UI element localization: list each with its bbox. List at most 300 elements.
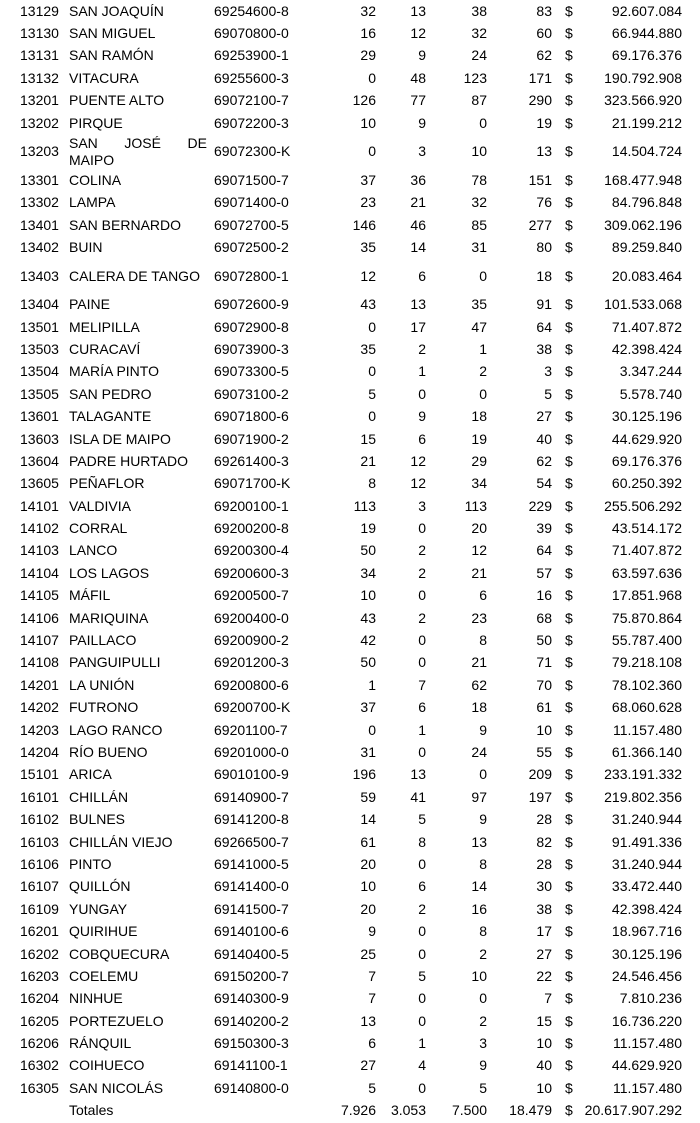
commune-name: QUIRIHUE (69, 923, 138, 940)
commune-rut: 69200300-4 (214, 542, 289, 559)
commune-rut: 69141200-8 (214, 811, 289, 828)
count-col-3: 0 (479, 267, 487, 284)
commune-code: 14106 (20, 609, 59, 626)
commune-rut: 69073900-3 (214, 340, 289, 357)
count-col-1: 12 (360, 267, 376, 284)
currency-symbol: $ (565, 945, 573, 962)
commune-name: MELIPILLA (69, 318, 140, 335)
table-row (0, 236, 700, 258)
count-col-3: 0 (479, 766, 487, 783)
table-row (0, 1010, 700, 1032)
commune-name: FUTRONO (69, 699, 139, 716)
count-col-1: 50 (360, 654, 376, 671)
totals-col-1: 7.926 (340, 1102, 376, 1119)
commune-name: MARÍA PINTO (69, 363, 159, 380)
commune-code: 13129 (20, 2, 59, 19)
commune-name: PADRE HURTADO (69, 452, 189, 469)
count-col-1: 0 (368, 721, 376, 738)
amount: 168.477.948 (604, 171, 682, 188)
currency-symbol: $ (565, 676, 573, 693)
commune-code: 13132 (20, 69, 59, 86)
amount: 233.191.332 (604, 766, 682, 783)
amount: 309.062.196 (604, 216, 682, 233)
count-col-2: 13 (410, 2, 426, 19)
amount: 31.240.944 (611, 855, 682, 872)
count-col-4: 277 (528, 216, 552, 233)
commune-rut: 69072100-7 (214, 92, 289, 109)
commune-code: 16205 (20, 1012, 59, 1029)
count-col-3: 34 (471, 475, 487, 492)
currency-symbol: $ (565, 239, 573, 255)
table-row (0, 1055, 700, 1077)
commune-name: ISLA DE MAIPO (69, 430, 171, 447)
count-col-2: 41 (410, 788, 426, 805)
currency-symbol: $ (565, 1079, 573, 1096)
commune-rut: 69200200-8 (214, 520, 289, 537)
commune-name: SAN MIGUEL (69, 25, 156, 42)
count-col-2: 0 (418, 654, 426, 671)
commune-name: PIRQUE (69, 114, 123, 131)
amount: 92.607.084 (611, 2, 682, 19)
commune-name: BUIN (69, 239, 103, 255)
count-col-2: 0 (418, 632, 426, 649)
commune-name: COBQUECURA (69, 945, 170, 962)
table-row (0, 764, 700, 786)
count-col-3: 0 (479, 990, 487, 1007)
count-col-2: 5 (418, 967, 426, 984)
commune-code: 13131 (20, 47, 59, 64)
commune-code: 13202 (20, 114, 59, 131)
count-col-4: 18 (536, 267, 552, 284)
currency-symbol: $ (565, 25, 573, 42)
count-col-2: 0 (418, 385, 426, 402)
count-col-2: 7 (418, 676, 426, 693)
commune-code: 13203 (20, 143, 59, 160)
amount: 42.398.424 (611, 900, 682, 917)
currency-symbol: $ (565, 114, 573, 131)
currency-symbol: $ (565, 900, 573, 917)
count-col-1: 196 (352, 766, 376, 783)
commune-code: 13301 (20, 171, 59, 188)
count-col-1: 35 (360, 239, 376, 255)
count-col-1: 1 (368, 676, 376, 693)
table-row (0, 697, 700, 719)
count-col-1: 126 (352, 92, 376, 109)
commune-code: 13501 (20, 318, 59, 335)
commune-rut: 69140200-2 (214, 1012, 289, 1029)
commune-name: CHILLÁN (69, 788, 129, 805)
commune-rut: 69071400-0 (214, 194, 289, 211)
commune-name: SAN PEDRO (69, 385, 152, 402)
table-row (0, 338, 700, 360)
count-col-2: 1 (418, 721, 426, 738)
currency-symbol: $ (565, 69, 573, 86)
commune-name: MÁFIL (69, 587, 111, 604)
commune-code: 13505 (20, 385, 59, 402)
amount: 31.240.944 (611, 811, 682, 828)
amount: 18.967.716 (611, 923, 682, 940)
count-col-1: 61 (360, 833, 376, 850)
commune-code: 13130 (20, 25, 59, 42)
table-row (0, 988, 700, 1010)
commune-rut: 69072500-2 (214, 239, 289, 255)
table-row (0, 428, 700, 450)
count-col-1: 20 (360, 900, 376, 917)
commune-rut: 69010100-9 (214, 766, 289, 783)
commune-code: 16201 (20, 923, 59, 940)
commune-code: 16103 (20, 833, 59, 850)
currency-symbol: $ (565, 878, 573, 895)
count-col-4: 55 (536, 744, 552, 760)
commune-name: YUNGAY (69, 900, 128, 917)
commune-rut: 69071900-2 (214, 430, 289, 447)
count-col-4: 70 (536, 676, 552, 693)
amount: 5.578.740 (619, 385, 682, 402)
count-col-1: 42 (360, 632, 376, 649)
table-row (0, 473, 700, 495)
count-col-3: 47 (471, 318, 487, 335)
commune-rut: 69200800-6 (214, 676, 289, 693)
count-col-2: 0 (418, 744, 426, 760)
count-col-2: 21 (410, 194, 426, 211)
count-col-2: 6 (418, 699, 426, 716)
count-col-2: 3 (418, 143, 426, 160)
table-row (0, 808, 700, 830)
commune-name: QUILLÓN (69, 878, 131, 895)
currency-symbol: $ (565, 2, 573, 19)
commune-name: MARIQUINA (69, 609, 149, 626)
currency-symbol: $ (565, 497, 573, 514)
amount: 21.199.212 (611, 114, 682, 131)
count-col-1: 0 (368, 363, 376, 380)
commune-name: VITACURA (69, 69, 139, 86)
commune-name: SAN NICOLÁS (69, 1079, 164, 1096)
commune-code: 13604 (20, 452, 59, 469)
table-row (0, 562, 700, 584)
commune-name: RÁNQUIL (69, 1035, 132, 1052)
count-col-3: 24 (471, 47, 487, 64)
commune-rut: 69200600-3 (214, 564, 289, 581)
currency-symbol: $ (565, 833, 573, 850)
currency-symbol: $ (565, 171, 573, 188)
commune-code: 16109 (20, 900, 59, 917)
table-row (0, 741, 700, 763)
totals-col-3: 7.500 (451, 1102, 487, 1119)
amount: 33.472.440 (611, 878, 682, 895)
table-row (0, 0, 700, 22)
count-col-1: 37 (360, 699, 376, 716)
commune-rut: 69200400-0 (214, 609, 289, 626)
table-row (0, 67, 700, 89)
count-col-3: 32 (471, 25, 487, 42)
count-col-4: 151 (528, 171, 552, 188)
count-col-3: 8 (479, 855, 487, 872)
table-row (0, 585, 700, 607)
count-col-2: 0 (418, 520, 426, 537)
commune-name: PEÑAFLOR (69, 475, 145, 492)
amount: 69.176.376 (611, 452, 682, 469)
commune-rut: 69072200-3 (214, 114, 289, 131)
commune-name: SAN BERNARDO (69, 216, 182, 233)
count-col-4: 13 (536, 143, 552, 160)
count-col-1: 15 (360, 430, 376, 447)
count-col-1: 50 (360, 542, 376, 559)
commune-name: LAGO RANCO (69, 721, 163, 738)
count-col-1: 10 (360, 878, 376, 895)
count-col-1: 34 (360, 564, 376, 581)
currency-symbol: $ (565, 216, 573, 233)
count-col-4: 171 (528, 69, 552, 86)
amount: 3.347.244 (619, 363, 682, 380)
count-col-3: 21 (471, 654, 487, 671)
count-col-2: 9 (418, 114, 426, 131)
commune-rut: 69140400-5 (214, 945, 289, 962)
count-col-2: 0 (418, 587, 426, 604)
amount: 84.796.848 (611, 194, 682, 211)
count-col-4: 209 (528, 766, 552, 783)
table-row (0, 90, 700, 112)
currency-symbol: $ (565, 1057, 573, 1074)
count-col-4: 28 (536, 811, 552, 828)
count-col-4: 22 (536, 967, 552, 984)
commune-rut: 69201100-7 (214, 721, 288, 738)
totals-col-4: 18.479 (509, 1102, 552, 1119)
count-col-4: 61 (536, 699, 552, 716)
count-col-4: 40 (536, 1057, 552, 1074)
count-col-3: 113 (464, 497, 487, 514)
amount: 79.218.108 (611, 654, 682, 671)
count-col-4: 80 (536, 239, 552, 255)
count-col-3: 9 (479, 1057, 487, 1074)
count-col-3: 8 (479, 632, 487, 649)
count-col-4: 60 (536, 25, 552, 42)
count-col-3: 10 (471, 143, 487, 160)
currency-symbol: $ (565, 721, 573, 738)
table-row (0, 517, 700, 539)
count-col-1: 7 (368, 990, 376, 1007)
commune-rut: 69261400-3 (214, 452, 289, 469)
count-col-1: 10 (360, 114, 376, 131)
count-col-2: 2 (418, 900, 426, 917)
count-col-4: 15 (536, 1012, 552, 1029)
count-col-4: 10 (536, 721, 552, 738)
count-col-3: 87 (471, 92, 487, 109)
count-col-2: 13 (410, 766, 426, 783)
currency-symbol: $ (565, 923, 573, 940)
count-col-2: 9 (418, 408, 426, 425)
table-row (0, 259, 700, 294)
commune-code: 15101 (20, 766, 59, 783)
table-row (0, 920, 700, 942)
commune-code: 13401 (20, 216, 59, 233)
commune-code: 16302 (20, 1057, 59, 1074)
commune-code: 14107 (20, 632, 59, 649)
currency-symbol: $ (565, 475, 573, 492)
commune-name: BULNES (69, 811, 126, 828)
commune-name: NINHUE (69, 990, 123, 1007)
commune-name: LOS LAGOS (69, 564, 150, 581)
amount: 24.546.456 (611, 967, 682, 984)
commune-rut: 69201000-0 (214, 744, 289, 760)
count-col-3: 0 (479, 114, 487, 131)
commune-rut: 69255600-3 (214, 69, 289, 86)
commune-code: 14108 (20, 654, 59, 671)
amount: 11.157.480 (612, 1035, 682, 1052)
count-col-2: 2 (418, 542, 426, 559)
amount: 11.157.480 (612, 721, 682, 738)
commune-rut: 69266500-7 (214, 833, 289, 850)
count-col-4: 40 (536, 430, 552, 447)
count-col-1: 25 (360, 945, 376, 962)
commune-name: LA UNIÓN (69, 676, 135, 693)
currency-symbol: $ (565, 452, 573, 469)
totals-currency-symbol: $ (565, 1102, 573, 1119)
commune-name: LANCO (69, 542, 118, 559)
amount: 71.407.872 (611, 542, 682, 559)
count-col-2: 3 (418, 497, 426, 514)
currency-symbol: $ (565, 363, 573, 380)
count-col-2: 36 (410, 171, 426, 188)
amount: 219.802.356 (604, 788, 682, 805)
commune-rut: 69200900-2 (214, 632, 289, 649)
amount: 63.597.636 (611, 564, 682, 581)
count-col-4: 68 (536, 609, 552, 626)
table-row (0, 540, 700, 562)
amount: 44.629.920 (611, 1057, 682, 1074)
count-col-1: 0 (368, 69, 376, 86)
count-col-4: 82 (536, 833, 552, 850)
table-row (0, 831, 700, 853)
commune-rut: 69140100-6 (214, 923, 289, 940)
commune-rut: 69150200-7 (214, 967, 289, 984)
amount: 30.125.196 (611, 408, 682, 425)
count-col-4: 38 (536, 900, 552, 917)
commune-rut: 69141500-7 (214, 900, 289, 917)
amount: 17.851.968 (611, 587, 682, 604)
count-col-1: 27 (360, 1057, 376, 1074)
count-col-4: 197 (528, 788, 552, 805)
amount: 89.259.840 (611, 239, 682, 255)
count-col-4: 27 (536, 945, 552, 962)
commune-code: 14202 (20, 699, 59, 716)
currency-symbol: $ (565, 340, 573, 357)
count-col-2: 17 (410, 318, 426, 335)
count-col-3: 13 (471, 833, 487, 850)
count-col-1: 31 (360, 744, 376, 760)
commune-code: 14101 (20, 497, 59, 514)
amount: 20.083.464 (611, 267, 682, 284)
commune-rut: 69071500-7 (214, 171, 289, 188)
amount: 68.060.628 (611, 699, 682, 716)
commune-rut: 69141400-0 (214, 878, 289, 895)
commune-code: 13403 (20, 267, 59, 284)
commune-code: 14104 (20, 564, 59, 581)
amount: 323.566.920 (604, 92, 682, 109)
amount: 66.944.880 (611, 25, 682, 42)
count-col-2: 0 (418, 923, 426, 940)
count-col-2: 0 (418, 1012, 426, 1029)
count-col-1: 43 (360, 609, 376, 626)
table-row (0, 192, 700, 214)
commune-name: ARICA (69, 766, 112, 783)
commune-code: 13504 (20, 363, 59, 380)
amount: 75.870.864 (611, 609, 682, 626)
count-col-4: 17 (536, 923, 552, 940)
table-row (0, 674, 700, 696)
count-col-3: 31 (471, 239, 487, 255)
count-col-2: 12 (410, 25, 426, 42)
count-col-4: 62 (536, 47, 552, 64)
count-col-2: 0 (418, 1079, 426, 1096)
commune-rut: 69071700-K (214, 475, 291, 492)
amount: 44.629.920 (611, 430, 682, 447)
amount: 42.398.424 (611, 340, 682, 357)
commune-code: 13404 (20, 296, 59, 313)
count-col-1: 29 (360, 47, 376, 64)
count-col-3: 32 (471, 194, 487, 211)
commune-code: 16101 (20, 788, 59, 805)
commune-code: 14204 (20, 744, 59, 760)
count-col-3: 21 (471, 564, 487, 581)
commune-rut: 69150300-3 (214, 1035, 289, 1052)
count-col-1: 19 (360, 520, 376, 537)
count-col-4: 10 (536, 1035, 552, 1052)
commune-code: 16107 (20, 878, 59, 895)
count-col-3: 0 (479, 385, 487, 402)
amount: 7.810.236 (619, 990, 682, 1007)
amount: 69.176.376 (611, 47, 682, 64)
count-col-4: 39 (536, 520, 552, 537)
table-row (0, 629, 700, 651)
commune-rut: 69254600-8 (214, 2, 289, 19)
currency-symbol: $ (565, 408, 573, 425)
count-col-3: 16 (471, 900, 487, 917)
count-col-3: 97 (471, 788, 487, 805)
commune-rut: 69071800-6 (214, 408, 289, 425)
currency-symbol: $ (565, 811, 573, 828)
count-col-3: 12 (471, 542, 487, 559)
table-row (0, 898, 700, 920)
commune-name: RÍO BUENO (69, 744, 148, 760)
table-row (0, 1032, 700, 1054)
commune-rut: 69141000-5 (214, 855, 289, 872)
count-col-3: 3 (479, 1035, 487, 1052)
commune-rut: 69073100-2 (214, 385, 289, 402)
count-col-3: 38 (471, 2, 487, 19)
commune-code: 16203 (20, 967, 59, 984)
count-col-2: 2 (418, 564, 426, 581)
count-col-1: 13 (360, 1012, 376, 1029)
commune-code: 16102 (20, 811, 59, 828)
commune-name: COELEMU (69, 967, 139, 984)
commune-rut: 69140900-7 (214, 788, 289, 805)
count-col-3: 29 (471, 452, 487, 469)
totals-amount: 20.617.907.292 (584, 1102, 682, 1119)
count-col-3: 2 (479, 945, 487, 962)
amount: 16.736.220 (611, 1012, 682, 1029)
totals-label: Totales (69, 1102, 114, 1119)
commune-code: 16305 (20, 1079, 59, 1096)
table-row (0, 294, 700, 316)
count-col-3: 123 (463, 69, 487, 86)
count-col-3: 10 (471, 967, 487, 984)
currency-symbol: $ (565, 654, 573, 671)
currency-symbol: $ (565, 1035, 573, 1052)
count-col-1: 7 (368, 967, 376, 984)
commune-name: PINTO (69, 855, 112, 872)
count-col-1: 113 (353, 497, 376, 514)
table-row (0, 383, 700, 405)
